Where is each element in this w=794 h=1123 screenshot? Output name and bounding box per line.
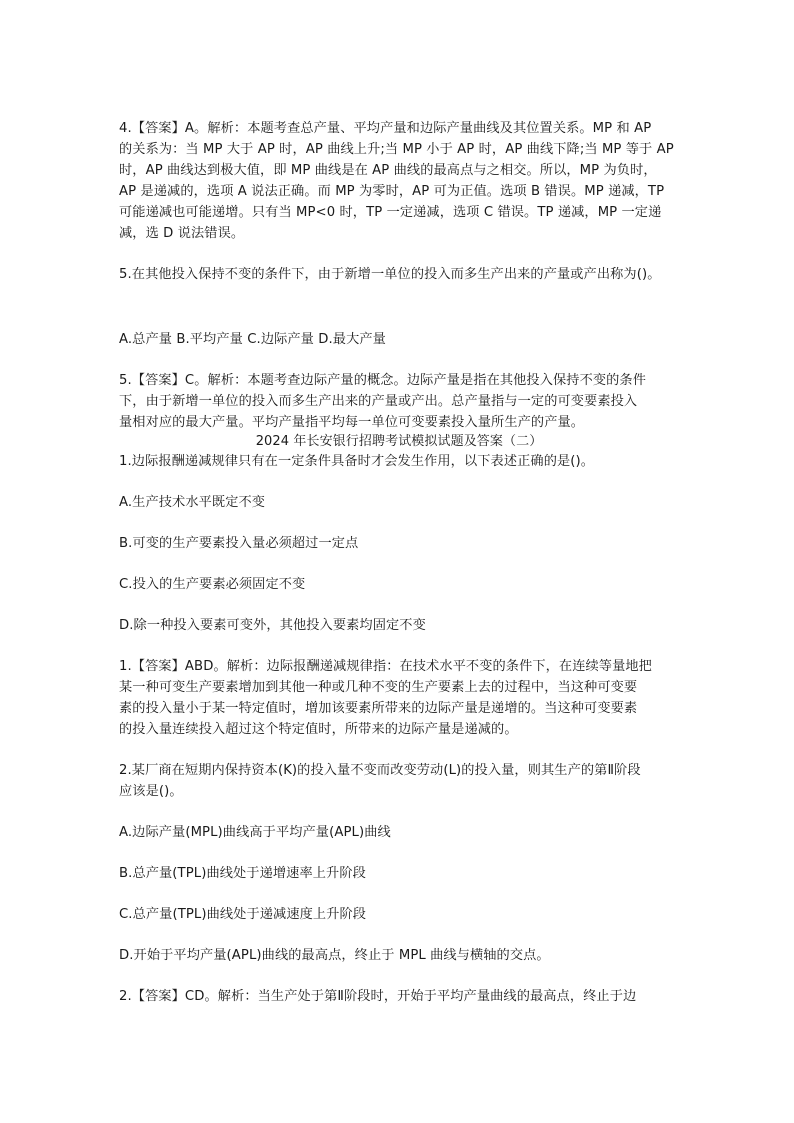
q2-question-line: 应该是()。 [119,784,183,799]
q1-answer-paragraph [119,656,679,740]
q4-answer-paragraph [119,118,675,244]
q2-option-d: D.开始于平均产量(APL)曲线的最高点，终止于 MPL 曲线与横轴的交点。 [119,948,550,963]
section-title: 2024 年长安银行招聘考试模拟试题及答案（二） [255,434,543,449]
q1-option-a: A.生产技术水平既定不变 [119,495,266,510]
q4-answer-line: AP 是递减的，选项 A 说法正确。而 MP 为零时，AP 可为正值。选项 B 错误。MP 递减，TP [119,184,665,199]
q4-answer-line: 的关系为：当 MP 大于 AP 时，AP 曲线上升;当 MP 小于 AP 时，AP 曲线下降;当 MP 等于 AP [119,142,674,157]
q2-question-line: 2.某厂商在短期内保持资本(K)的投入量不变而改变劳动(L)的投入量，则其生产的第Ⅱ阶段 [119,763,641,778]
q1-option-c: C.投入的生产要素必须固定不变 [119,577,306,592]
q2-option-c: C.总产量(TPL)曲线处于递减速度上升阶段 [119,907,367,922]
document-body [119,118,679,1007]
q1-question: 1.边际报酬递减规律只有在一定条件具备时才会发生作用，以下表述正确的是()。 [119,454,595,469]
q1-option-d: D.除一种投入要素可变外，其他投入要素均固定不变 [119,618,426,633]
q4-answer-line: 可能递减也可能递增。只有当 MP<0 时，TP 一定递减，选项 C 错误。TP 递减，MP 一定递 [119,205,662,220]
q5-answer-line: 下，由于新增一单位的投入而多生产出来的产量或产出。总产量指与一定的可变要素投入 [119,394,638,409]
q2-question [119,760,681,802]
q1-answer-line: 素的投入量小于某一特定值时，增加该要素所带来的边际产量是递增的。当这种可变要素 [119,701,638,716]
q4-answer-line: 时，AP 曲线达到极大值，即 MP 曲线是在 AP 曲线的最高点与之相交。所以，MP 为负时， [119,163,657,178]
q4-answer-line: 减，选 D 说法错误。 [119,226,245,241]
q5-options: A.总产量 B.平均产量 C.边际产量 D.最大产量 [119,332,386,347]
q1-answer-line: 的投入量连续投入超过这个特定值时，所带来的边际产量是递减的。 [119,722,518,737]
q2-option-b: B.总产量(TPL)曲线处于递增速率上升阶段 [119,866,366,881]
q5-answer-paragraph [119,370,675,433]
q5-answer-line: 5.【答案】C。解析：本题考查边际产量的概念。边际产量是指在其他投入保持不变的条件 [119,373,647,388]
q5-answer-line: 量相对应的最大产量。平均产量指平均每一单位可变要素投入量所生产的产量。 [119,415,585,430]
q2-option-a: A.边际产量(MPL)曲线高于平均产量(APL)曲线 [119,825,391,840]
q2-answer-paragraph: 2.【答案】CD。解析：当生产处于第Ⅱ阶段时，开始于平均产量曲线的最高点，终止于边 [119,989,637,1004]
q4-answer-line: 4.【答案】A。解析：本题考查总产量、平均产量和边际产量曲线及其位置关系。MP 和 AP [119,121,652,136]
q1-option-b: B.可变的生产要素投入量必须超过一定点 [119,536,359,551]
q1-answer-line: 1.【答案】ABD。解析：边际报酬递减规律指：在技术水平不变的条件下，在连续等量地把 [119,659,652,674]
q1-answer-line: 某一种可变生产要素增加到其他一种或几种不变的生产要素上去的过程中，当这种可变要 [119,680,638,695]
q5-question: 5.在其他投入保持不变的条件下，由于新增一单位的投入而多生产出来的产量或产出称为()。 [119,267,661,282]
